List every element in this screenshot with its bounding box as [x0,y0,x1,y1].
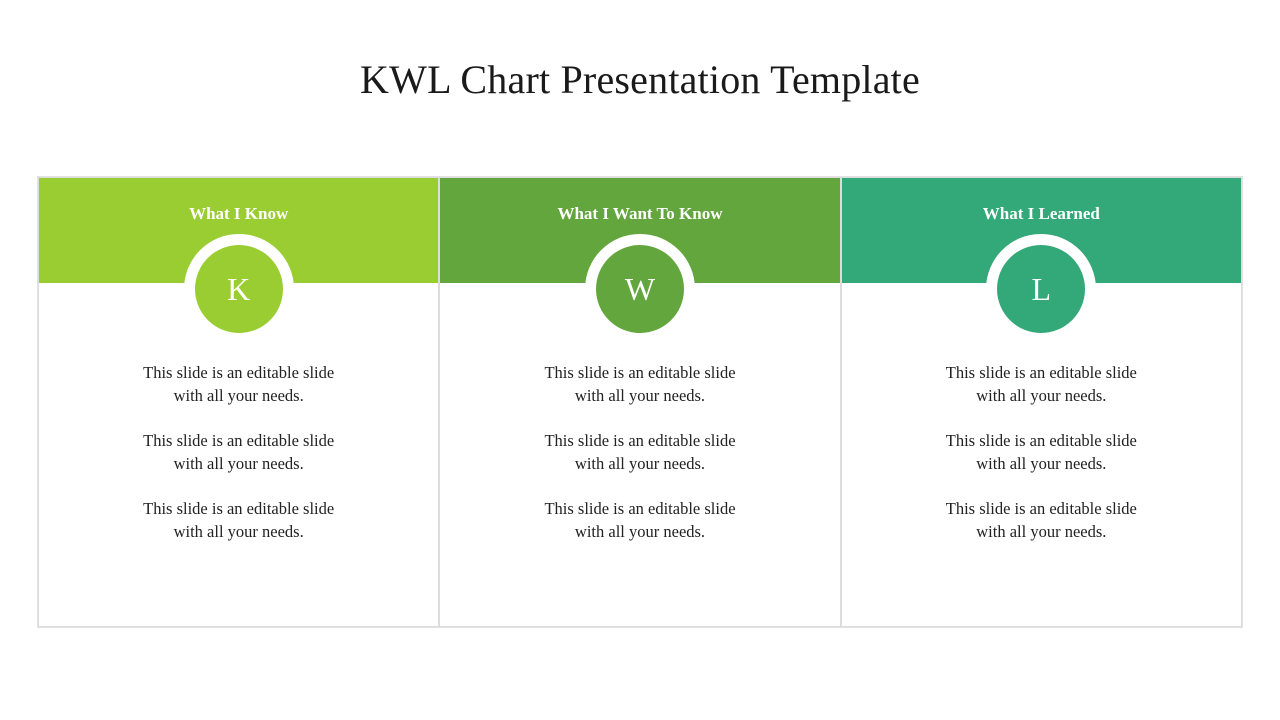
list-item-line2: with all your needs. [574,454,706,473]
column-badge-letter-learned: L [997,245,1085,333]
column-header-label-want-to-know: What I Want To Know [557,204,723,223]
list-item [39,429,438,475]
list-item-line2: with all your needs. [173,454,304,473]
column-badge-letter-want-to-know: W [596,245,684,333]
list-item-line1: This slide is an editable slide [544,431,736,450]
list-item-line1: This slide is an editable slide [945,499,1137,518]
list-item-line1: This slide is an editable slide [544,499,736,518]
column-badge-learned [986,234,1096,344]
column-header-label-know: What I Know [189,204,289,223]
column-badge-letter-know: K [195,245,283,333]
list-item-line1: This slide is an editable slide [143,499,335,518]
list-item [842,429,1241,475]
column-header-label-learned: What I Learned [982,204,1100,223]
list-item-line2: with all your needs. [976,454,1107,473]
list-item-line1: This slide is an editable slide [143,431,335,450]
list-item [842,361,1241,407]
column-badge-want-to-know [585,234,695,344]
page-title: KWL Chart Presentation Template [360,57,920,102]
list-item [440,429,839,475]
list-item [39,497,438,543]
list-item [39,361,438,407]
list-item-line2: with all your needs. [173,522,304,541]
list-item [842,497,1241,543]
list-item-line2: with all your needs. [574,386,706,405]
list-item-line2: with all your needs. [976,522,1107,541]
list-item [440,361,839,407]
column-badge-know [184,234,294,344]
list-item-line2: with all your needs. [976,386,1107,405]
kwl-column-know [38,177,439,627]
list-item-line2: with all your needs. [173,386,304,405]
list-item [440,497,839,543]
list-item-line1: This slide is an editable slide [945,363,1137,382]
kwl-chart [38,177,1242,627]
list-item-line1: This slide is an editable slide [945,431,1137,450]
list-item-line1: This slide is an editable slide [544,363,736,382]
list-item-line1: This slide is an editable slide [143,363,335,382]
kwl-column-learned [841,177,1242,627]
kwl-column-want-to-know [439,177,840,627]
list-item-line2: with all your needs. [574,522,706,541]
